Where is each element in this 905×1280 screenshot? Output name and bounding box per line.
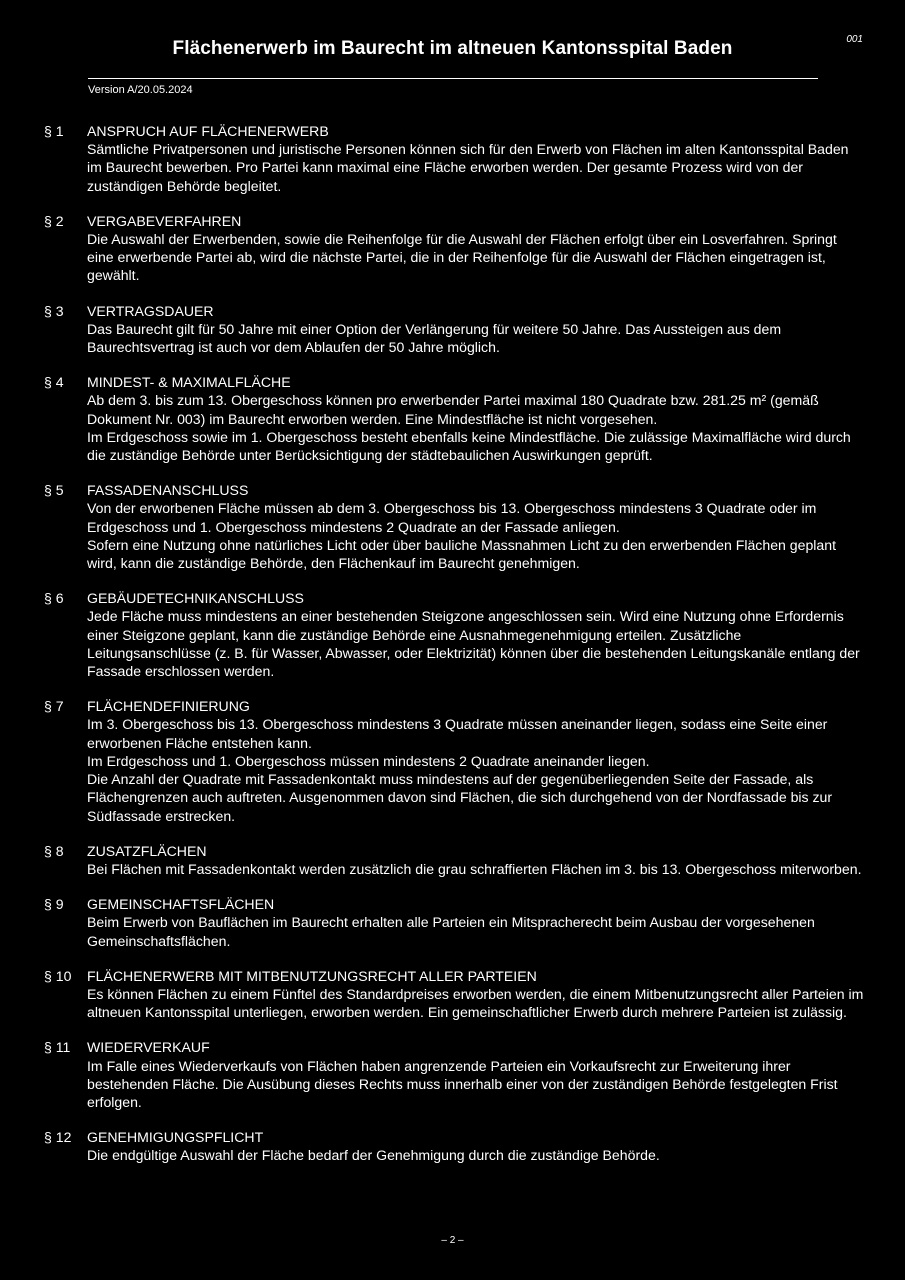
section-heading: FASSADENANSCHLUSS [87, 482, 249, 499]
section-paragraph: Im 3. Obergeschoss bis 13. Obergeschoss mindestens 3 Quadrate müssen aneinander liegen, sodass eine Seite einer erworbenen Fläche entstehen kann. [87, 716, 828, 751]
title-divider [88, 78, 818, 79]
section-heading: GEBÄUDETECHNIKANSCHLUSS [87, 590, 304, 607]
section [44, 967, 864, 1022]
section-paragraph: Die Auswahl der Erwerbenden, sowie die Reihenfolge für die Auswahl der Flächen erfolgt über ein Losverfahren. Springt eine erwerbende Partei ab, wird die nächste Partei, die in der Reihenfolge für die Auswahl der Flächen eingetragen ist, gewählt. [87, 231, 837, 284]
section-heading: WIEDERVERKAUF [87, 1039, 210, 1056]
section-paragraph: Im Erdgeschoss sowie im 1. Obergeschoss besteht ebenfalls keine Mindestfläche. Die zulässige Maximalfläche wird durch die zuständige Behörde unter Berücksichtigung der städtebaulichen Auswirkungen geprüft. [87, 428, 851, 464]
section-body [87, 373, 864, 464]
document-title: Flächenerwerb im Baurecht im altneuen Kantonsspital Baden [172, 38, 733, 59]
section-body [87, 1038, 864, 1111]
section-paragraph: Die Anzahl der Quadrate mit Fassadenkontakt muss mindestens auf der gegenüberliegenden Seite der Fassade, als Flächengrenzen auch auftreten. Ausgenommen davon sind Flächen, die sich durchgehend von der Nordfassade bis zur Südfassade erstrecken. [87, 771, 833, 824]
section-paragraph: Das Baurecht gilt für 50 Jahre mit einer Option der Verlängerung für weitere 50 Jahre. Das Aussteigen aus dem Baurechtsvertrag ist auch vor dem Ablaufen der 50 Jahre möglich. [87, 320, 782, 356]
section-paragraph: Ab dem 3. bis zum 13. Obergeschoss können pro erwerbender Partei maximal 180 Quadrate bzw. 281.25 m² (gemäß Dokument Nr. 003) im Baurecht erworben werden. Eine Mindestfläche ist nicht vorgesehen. [87, 392, 819, 427]
section-number: § 12 [44, 1129, 72, 1146]
section-heading: FLÄCHENDEFINIERUNG [87, 698, 250, 715]
section-number: § 1 [44, 123, 64, 139]
section-paragraph: Im Falle eines Wiederverkaufs von Flächen haben angrenzende Parteien ein Vorkaufsrecht zur Erweiterung ihrer bestehenden Fläche. Die Ausübung dieses Rechts muss innerhalb einer von der zuständigen Behörde festgelegten Frist erfolgen. [87, 1057, 838, 1110]
section-body [87, 967, 864, 1022]
section-paragraph: Sämtliche Privatpersonen und juristische Personen können sich für den Erwerb von Flächen im alten Kantonsspital Baden im Baurecht bewerben. Pro Partei kann maximal eine Fläche erworben werden. Der gesamte Prozess wird von der zuständigen Behörde begleitet. [87, 141, 849, 194]
section-heading: MINDEST- & MAXIMALFLÄCHE [87, 374, 291, 391]
section-paragraph: Bei Flächen mit Fassadenkontakt werden zusätzlich die grau schraffierten Flächen im 3. bis 13. Obergeschoss miterworben. [87, 860, 862, 877]
section-paragraph: Von der erworbenen Fläche müssen ab dem 3. Obergeschoss bis 13. Obergeschoss mindestens 3 Quadrate oder im Erdgeschoss und 1. Obergeschoss mindestens 2 Quadrate an der Fassade anliegen. [87, 500, 817, 535]
section-body [87, 697, 864, 824]
section-number: § 10 [44, 967, 72, 984]
section-body [87, 212, 864, 285]
section-body [87, 895, 864, 950]
page-number: – 2 – [441, 1235, 464, 1246]
section-paragraph: Es können Flächen zu einem Fünftel des Standardpreises erworben werden, die einem Mitbenutzungsrecht aller Parteien im altneuen Kantonsspital unterliegen, erworben werden. Ein gemeinschaftlicher Erwerb durch mehrere Parteien ist zulässig. [87, 985, 864, 1021]
section-heading: GEMEINSCHAFTSFLÄCHEN [87, 896, 275, 913]
section [44, 895, 864, 950]
section-body [87, 1128, 864, 1164]
section-paragraph: Jede Fläche muss mindestens an einer bestehenden Steigzone angeschlossen sein. Wird eine Nutzung ohne Erfordernis einer Steigzone geplant, kann die zuständige Behörde eine Ausnahmegenehmigung erteilen. Zusätzliche Leitungsanschlüsse (z. B. für Wasser, Abwasser, oder Elektrizität) können über die bestehenden Leitungskanäle entlang der Fassade erschlossen werden. [87, 608, 860, 680]
section [44, 1038, 864, 1111]
section-body [87, 589, 864, 680]
section-number: § 3 [44, 302, 64, 319]
section-number: § 5 [44, 482, 64, 499]
section-heading: VERGABEVERFAHREN [87, 212, 242, 229]
section-heading: FLÄCHENERWERB MIT MITBENUTZUNGSRECHT ALLER PARTEIEN [87, 967, 537, 984]
section-paragraph: Im Erdgeschoss und 1. Obergeschoss müssen mindestens 2 Quadrate aneinander liegen. [87, 752, 650, 769]
section-body [87, 481, 864, 572]
section [44, 302, 864, 357]
section-heading: ZUSATZFLÄCHEN [87, 842, 207, 859]
document-number: 001 [846, 34, 863, 45]
section [44, 697, 864, 824]
section-body [87, 122, 864, 195]
section-heading: ANSPRUCH AUF FLÄCHENERWERB [87, 123, 329, 139]
section-body [87, 302, 864, 357]
section-body [87, 842, 864, 878]
section-number: § 11 [44, 1039, 71, 1056]
section [44, 842, 864, 878]
section-number: § 7 [44, 698, 64, 715]
section-heading: GENEHMIGUNGSPFLICHT [87, 1129, 264, 1146]
section-number: § 6 [44, 590, 64, 607]
section [44, 589, 864, 680]
section-heading: VERTRAGSDAUER [87, 302, 214, 319]
section-number: § 9 [44, 896, 64, 913]
section [44, 212, 864, 285]
section-paragraph: Sofern eine Nutzung ohne natürliches Licht oder über bauliche Massnahmen Licht zu den erwerbenden Flächen geplant wird, kann die zuständige Behörde, den Flächenkauf im Baurecht genehmigen. [87, 536, 837, 572]
section [44, 122, 864, 195]
section [44, 1128, 864, 1164]
section-number: § 8 [44, 842, 64, 859]
section [44, 373, 864, 464]
section-number: § 4 [44, 374, 64, 391]
section-paragraph: Die endgültige Auswahl der Fläche bedarf der Genehmigung durch die zuständige Behörde. [87, 1147, 660, 1164]
sections-list [44, 122, 864, 1182]
section-paragraph: Beim Erwerb von Bauflächen im Baurecht erhalten alle Parteien ein Mitspracherecht beim Ausbau der vorgesehenen Gemeinschaftsflächen. [87, 914, 815, 949]
section [44, 481, 864, 572]
section-number: § 2 [44, 212, 64, 229]
version-label: Version A/20.05.2024 [88, 84, 193, 96]
